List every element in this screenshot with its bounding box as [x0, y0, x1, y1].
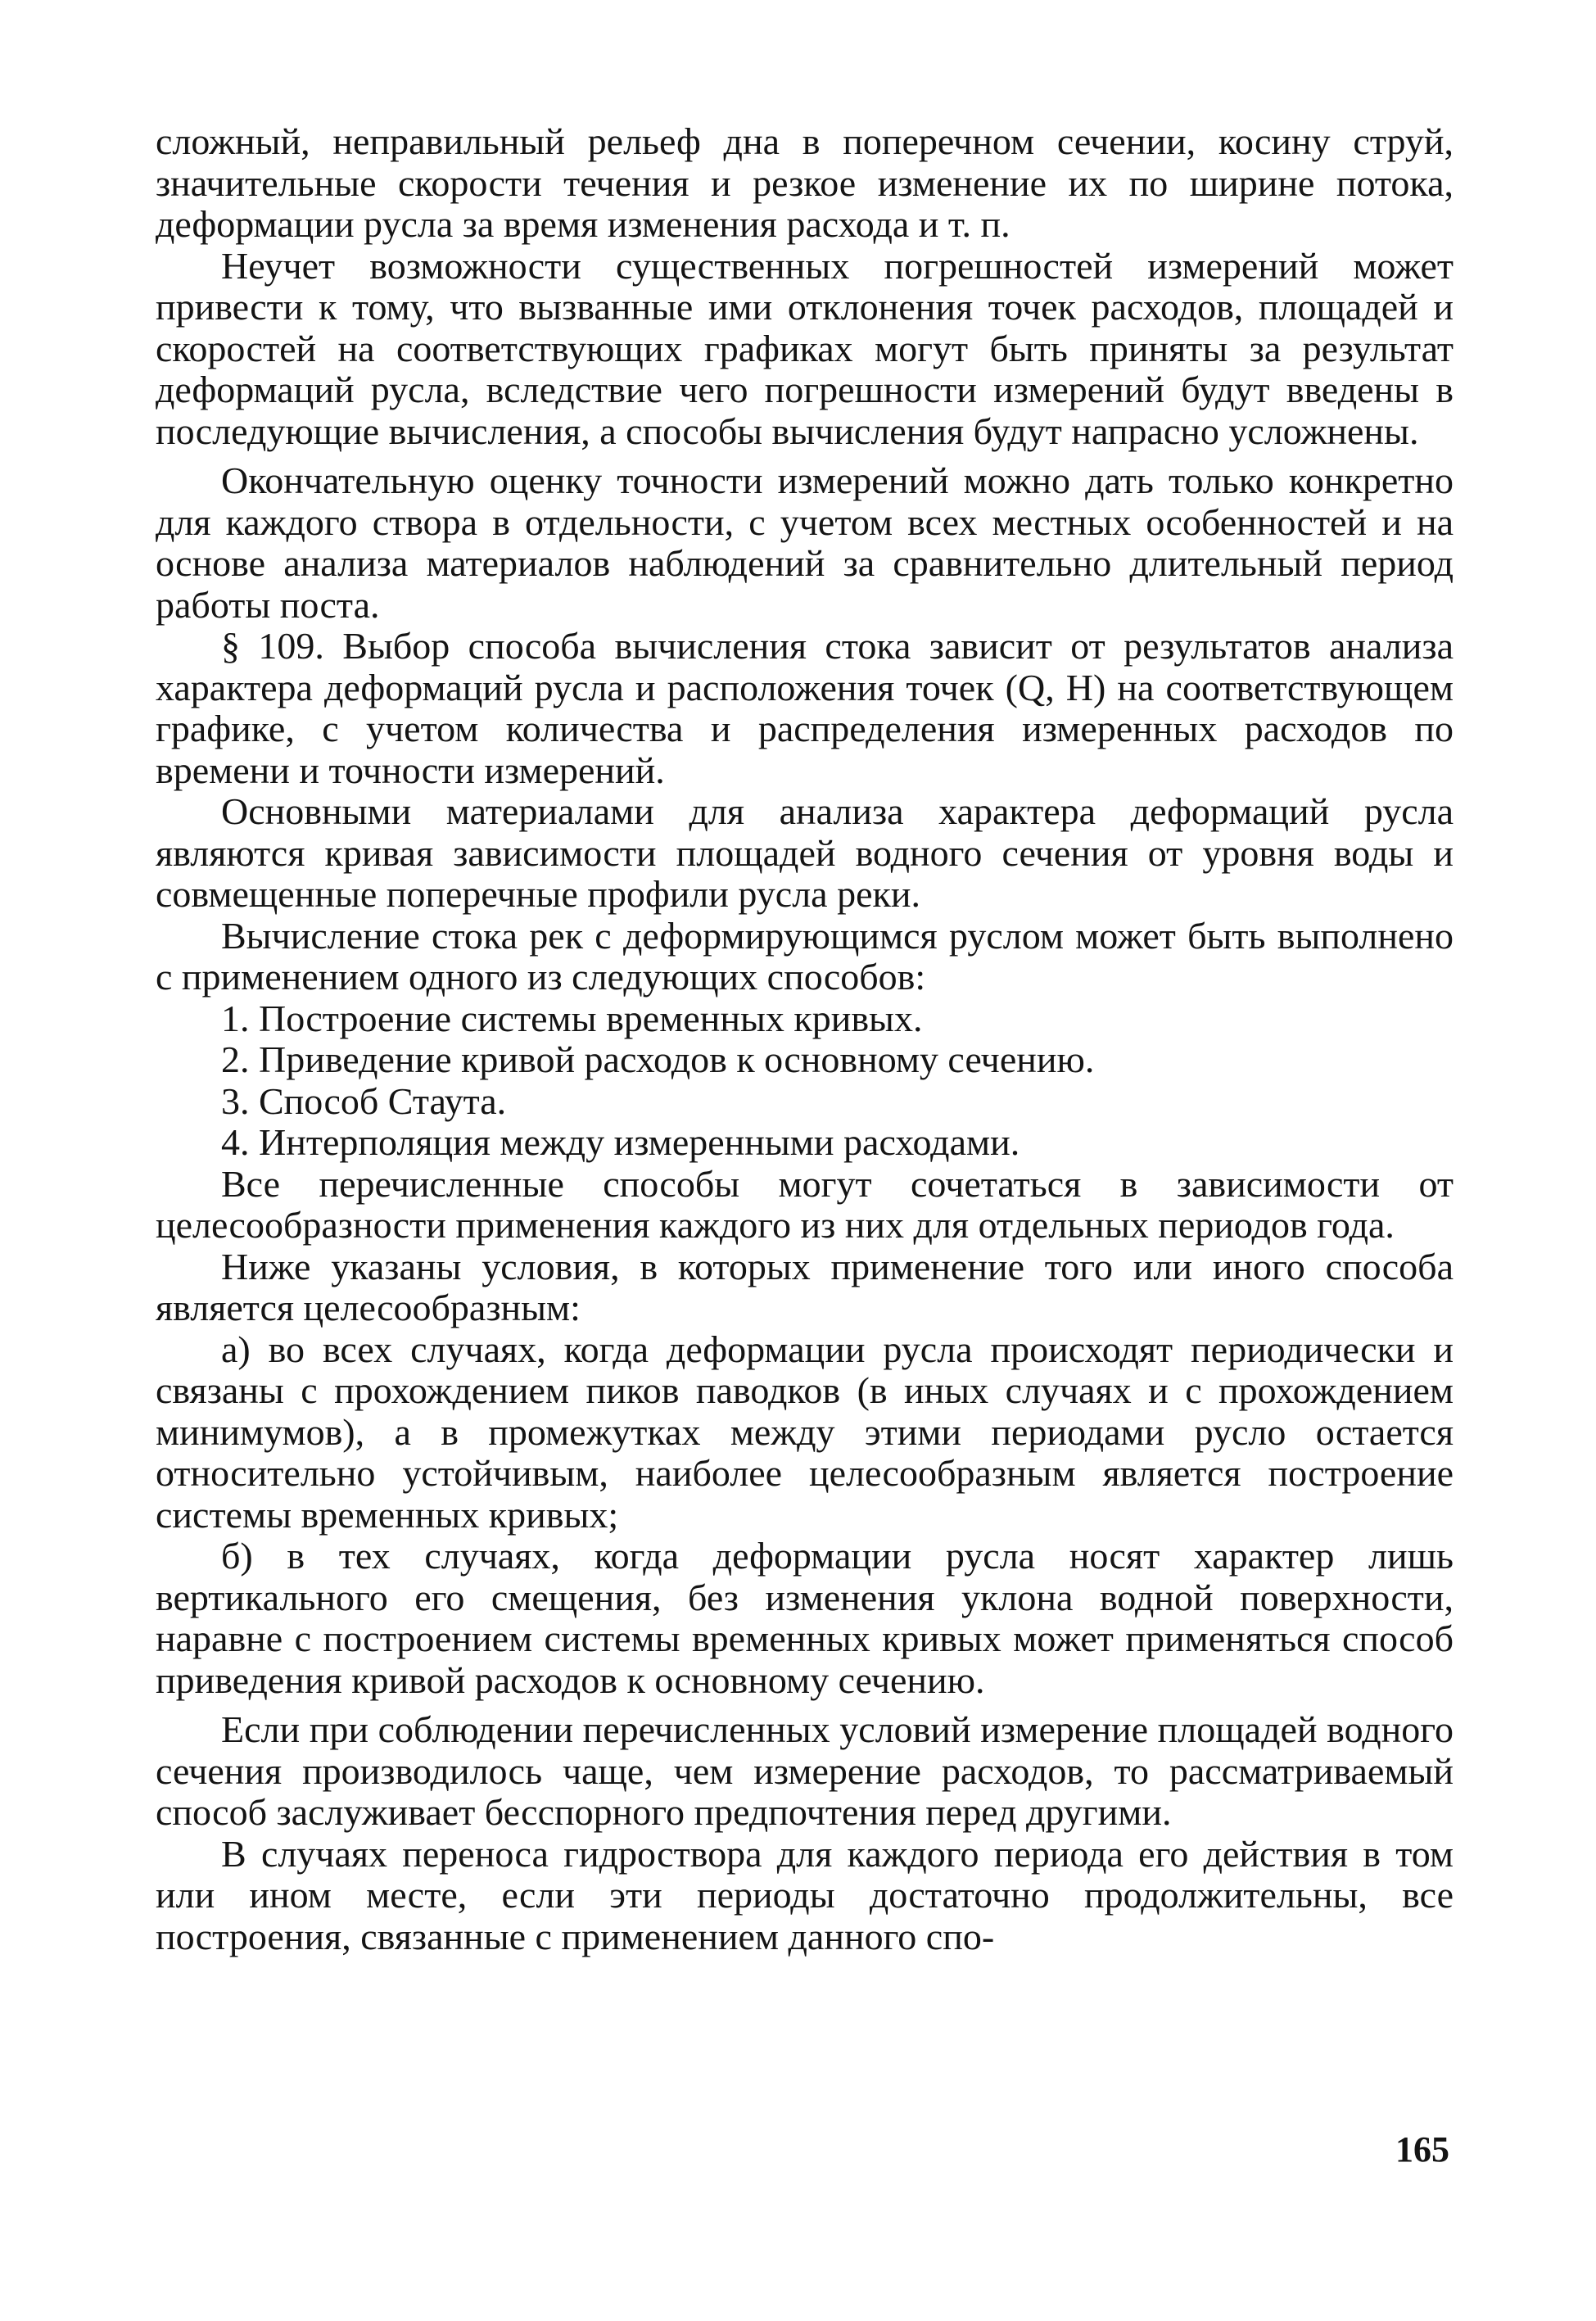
list-item-method-2: 2. Приведение кривой расходов к основному сечению. — [221, 1038, 1095, 1080]
list-item-method-3: 3. Способ Стаута. — [221, 1079, 507, 1122]
paragraph-methods-intro: Вычисление стока рек с деформирующимся руслом может быть выполнено с применением одного из следующих способов: — [156, 914, 1454, 998]
page-number: 165 — [1395, 2129, 1449, 2169]
paragraph-main-materials: Основными материалами для анализа характера деформаций русла являются кривая зависимости площадей водного сечения от уровня воды и совмещенные поперечные профили русла реки. — [156, 790, 1454, 915]
paragraph-conditions-intro: Ниже указаны условия, в которых применение того или иного способа является целесообразным: — [156, 1245, 1454, 1328]
body-text — [156, 121, 1454, 1957]
paragraph-gauge-transfer: В случаях переноса гидроствора для каждого периода его действия в том или ином месте, если эти периоды достаточно продолжительны, все построения, связанные с применением данного спо- — [156, 1832, 1454, 1957]
paragraph-measurement-errors: Неучет возможности существенных погрешностей измерений может привести к тому, что вызванные ими отклонения точек расходов, площадей и скоростей на соответствующих графиках могут быть приняты за результат деформаций русла, вследствие чего погрешности измерений будут введены в последующие вычисления, а способы вычисления будут напрасно усложнены. — [156, 244, 1454, 452]
paragraph-methods-combine: Все перечисленные способы могут сочетаться в зависимости от целесообразности применения каждого из них для отдельных периодов года. — [156, 1162, 1454, 1246]
list-item-method-4: 4. Интерполяция между измеренными расходами. — [221, 1121, 1020, 1163]
paragraph-preference: Если при соблюдении перечисленных условий измерение площадей водного сечения производилось чаще, чем измерение расходов, то рассматриваемый способ заслуживает бесспорного предпочтения перед другими. — [156, 1708, 1454, 1833]
paragraph-condition-a: а) во всех случаях, когда деформации русла происходят периодически и связаны с прохождением пиков паводков (в иных случаях и с прохождением минимумов), а в промежутках между этими периодами русло остается относительно устойчивым, наиболее целесообразным является построение системы временных кривых; — [156, 1328, 1454, 1536]
paragraph-section-109: § 109. Выбор способа вычисления стока зависит от результатов анализа характера деформаций русла и расположения точек (Q, H) на соответствующем графике, с учетом количества и распределения измеренных расходов по времени и точности измерений. — [156, 625, 1454, 791]
paragraph-continuation: сложный, неправильный рельеф дна в поперечном сечении, косину струй, значительные скорости течения и резкое изменение их по ширине потока, деформации русла за время изменения расхода и т. п. — [156, 120, 1454, 245]
list-item-method-1: 1. Построение системы временных кривых. — [221, 997, 923, 1039]
paragraph-condition-b: б) в тех случаях, когда деформации русла носят характер лишь вертикального его смещения, без изменения уклона водной поверхности, наравне с построением системы временных кривых может применяться способ приведения кривой расходов к основному сечению. — [156, 1535, 1454, 1701]
paragraph-final-assessment: Окончательную оценку точности измерений можно дать только конкретно для каждого створа в отдельности, с учетом всех местных особенностей и на основе анализа материалов наблюдений за сравнительно длительный период работы поста. — [156, 459, 1454, 626]
